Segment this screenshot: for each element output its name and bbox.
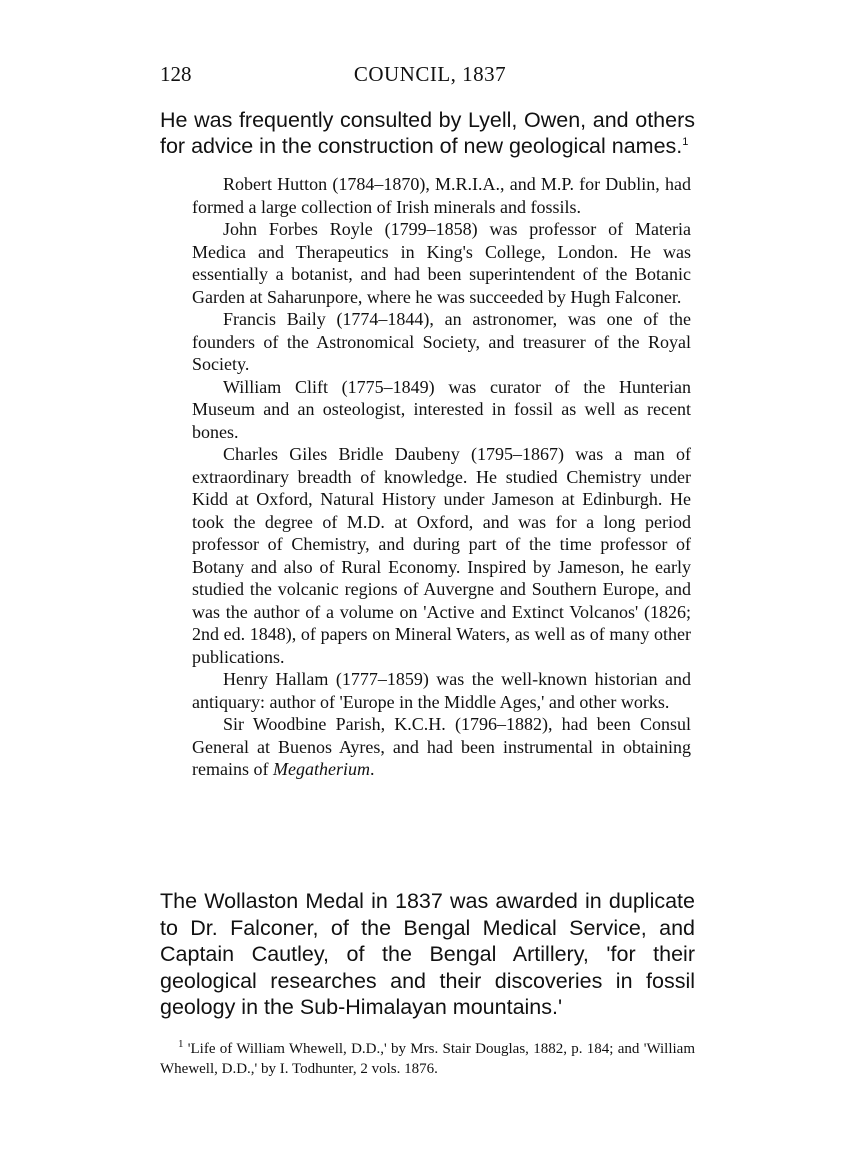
bio-baily: Francis Baily (1774–1844), an astronomer, was one of the founders of the Astronomical Society, and treasurer of the Royal Society. xyxy=(192,309,691,374)
footnote-marker: 1 xyxy=(178,1038,184,1050)
bio-parish-end: . xyxy=(369,759,375,779)
footnote-text: 'Life of William Whewell, D.D.,' by Mrs. Stair Douglas, 1882, p. 184; and 'William Whewell, D.D.,' by I. Todhunter, 2 vols. 1876. xyxy=(160,1041,695,1077)
footnote-reference: 1 xyxy=(682,135,689,148)
intro-paragraph xyxy=(160,107,695,159)
footnote xyxy=(160,1039,695,1079)
bio-clift: William Clift (1775–1849) was curator of the Hunterian Museum and an osteologist, interested in fossil as well as recent bones. xyxy=(192,376,691,442)
bio-royle: John Forbes Royle (1799–1858) was professor of Materia Medica and Therapeutics in King's College, London. He was essentially a botanist, and had been superintendent of the Botanic Garden at Saharunpore, where he was succeeded by Hugh Falconer. xyxy=(192,219,691,307)
wollaston-medal-paragraph: The Wollaston Medal in 1837 was awarded in duplicate to Dr. Falconer, of the Bengal Medical Service, and Captain Cautley, of the Bengal Artillery, 'for their geological researches and their discoveries in fossil geology in the Sub-Himalayan mountains.' xyxy=(160,889,695,1019)
running-head xyxy=(160,62,700,92)
bio-parish xyxy=(192,713,691,781)
bio-hallam: Henry Hallam (1777–1859) was the well-known historian and antiquary: author of 'Europe in the Middle Ages,' and other works. xyxy=(192,669,691,712)
bio-parish-text: Sir Woodbine Parish, K.C.H. (1796–1882), had been Consul General at Buenos Ayres, and had been instrumental in obtaining remains of xyxy=(192,714,691,779)
bio-hutton: Robert Hutton (1784–1870), M.R.I.A., and M.P. for Dublin, had formed a large collection of Irish minerals and fossils. xyxy=(192,174,691,217)
bio-daubeny: Charles Giles Bridle Daubeny (1795–1867) was a man of extraordinary breadth of knowledge. He studied Chemistry under Kidd at Oxford, Natural History under Jameson at Edinburgh. He took the degree of M.D. at Oxford, and was for a long period professor of Chemistry, and during part of the time professor of Botany and also of Rural Economy. Inspired by Jameson, he early studied the volcanic regions of Auvergne and Southern Europe, and was the author of a volume on 'Active and Extinct Volcanos' (1826; 2nd ed. 1848), of papers on Mineral Waters, as well as of many other publications. xyxy=(192,444,691,667)
biographical-notes xyxy=(192,173,691,781)
intro-text: He was frequently consulted by Lyell, Owen, and others for advice in the construction of new geological names. xyxy=(160,108,695,158)
bio-parish-italic: Megatherium xyxy=(272,759,370,779)
running-title: COUNCIL, 1837 xyxy=(353,62,507,86)
page-number: 128 xyxy=(160,62,192,86)
